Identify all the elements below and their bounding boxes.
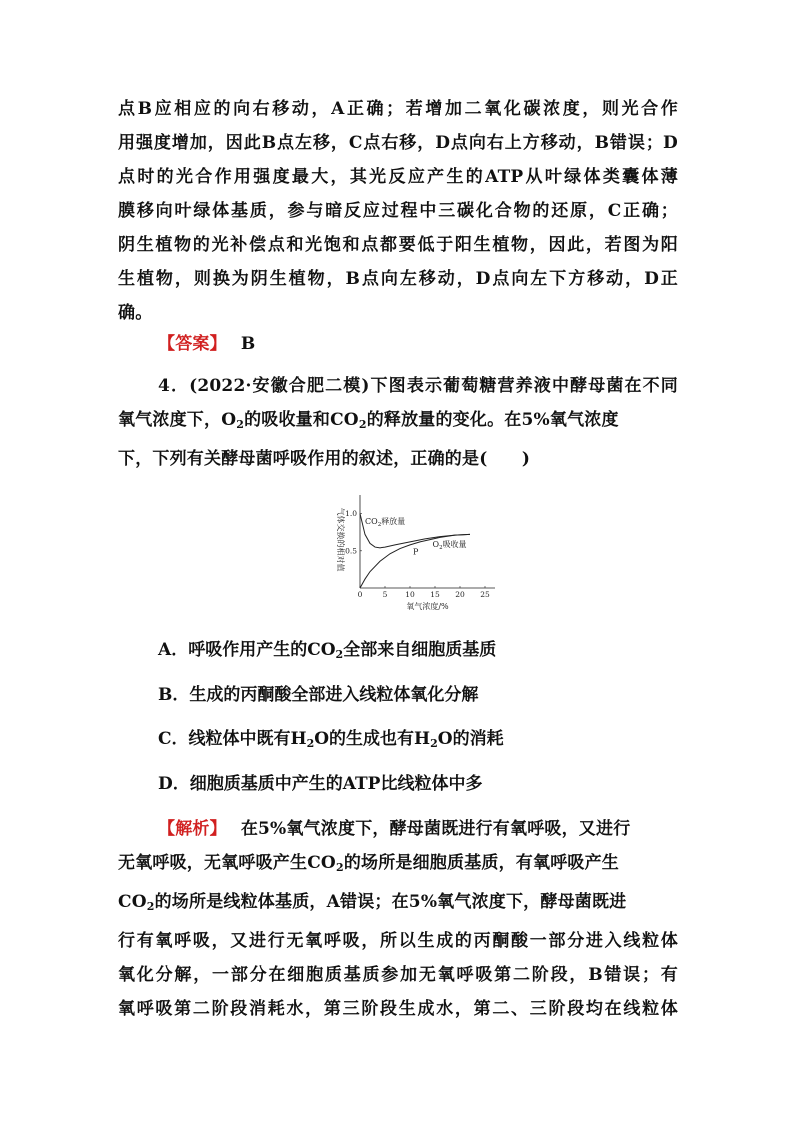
- series-label: $CO_2$释放量: [365, 517, 406, 529]
- text-line: 点B应相应的向右移动，A正确；若增加二氧化碳浓度，则光合作: [118, 99, 678, 119]
- option-b[interactable]: B．生成的丙酮酸全部进入线粒体氧化分解: [158, 685, 479, 705]
- analysis-line: 氧呼吸第二阶段消耗水，第三阶段生成水，第二、三阶段均在线粒体: [118, 999, 678, 1019]
- x-tick-label: 15: [430, 590, 440, 599]
- analysis-line: 无氧呼吸，无氧呼吸产生$CO_2$的场所是细胞质基质，有氧呼吸产生: [118, 853, 620, 874]
- option-d[interactable]: D．细胞质基质中产生的ATP比线粒体中多: [158, 774, 483, 794]
- text-line: 用强度增加，因此B点左移，C点右移，D点向右上方移动，B错误；D: [118, 133, 678, 153]
- question-line: 4．(2022·安徽合肥二模)下图表示葡萄糖营养液中酵母菌在不同: [158, 376, 678, 396]
- explanation-paragraph: [118, 92, 678, 330]
- x-tick-label: 20: [455, 590, 465, 599]
- oxygen-gas-exchange-chart: [318, 485, 498, 615]
- y-tick-label: 0.5: [345, 546, 357, 556]
- analysis-tag: 【解析】: [158, 819, 227, 839]
- x-tick-label: 25: [480, 590, 490, 599]
- question-line: 氧气浓度下，$O_2$的吸收量和$CO_2$的释放量的变化。在5%氧气浓度: [118, 410, 619, 431]
- analysis-line: 【解析】 在5%氧气浓度下，酵母菌既进行有氧呼吸，又进行: [158, 819, 631, 839]
- x-tick-label: 5: [382, 590, 388, 599]
- question-line: 下，下列有关酵母菌呼吸作用的叙述，正确的是( ): [118, 449, 531, 469]
- x-tick-label: 0: [357, 590, 363, 599]
- text-line: 确。: [118, 303, 153, 323]
- analysis-line: $CO_2$的场所是线粒体基质，A错误；在5%氧气浓度下，酵母菌既进: [118, 892, 627, 913]
- x-tick-label: 10: [405, 590, 415, 599]
- answer-value: B: [240, 334, 256, 354]
- text-line: 点时的光合作用强度最大，其光反应产生的ATP从叶绿体类囊体薄: [118, 167, 678, 187]
- answer-tag: 【答案】: [158, 334, 227, 354]
- analysis-line: 氧化分解，一部分在细胞质基质参加无氧呼吸第二阶段，B错误；有: [118, 965, 678, 985]
- text-line: 膜移向叶绿体基质，参与暗反应过程中三碳化合物的还原，C正确；: [118, 201, 678, 221]
- x-axis-label: 氧气浓度/%: [406, 602, 449, 611]
- series-label: $O_2$吸收量: [432, 540, 467, 552]
- question-block: [118, 369, 678, 476]
- text-line: 生植物，则换为阴生植物，B点向左移动，D点向左下方移动，D正: [118, 269, 678, 289]
- y-axis-label: 气体交换的相对值: [336, 507, 345, 572]
- option-a[interactable]: A．呼吸作用产生的$CO_2$全部来自细胞质基质: [158, 640, 497, 661]
- analysis-block: [118, 812, 678, 1026]
- point-p-label: P: [413, 547, 419, 557]
- text-line: 阴生植物的光补偿点和光饱和点都要低于阳生植物，因此，若图为阳: [118, 235, 678, 255]
- analysis-line: 行有氧呼吸，又进行无氧呼吸，所以生成的丙酮酸一部分进入线粒体: [118, 931, 678, 951]
- answer-block: [158, 327, 458, 361]
- y-tick-label: 1.0: [345, 509, 357, 519]
- option-c[interactable]: C．线粒体中既有$H_2O$的生成也有$H_2O$的消耗: [158, 729, 504, 750]
